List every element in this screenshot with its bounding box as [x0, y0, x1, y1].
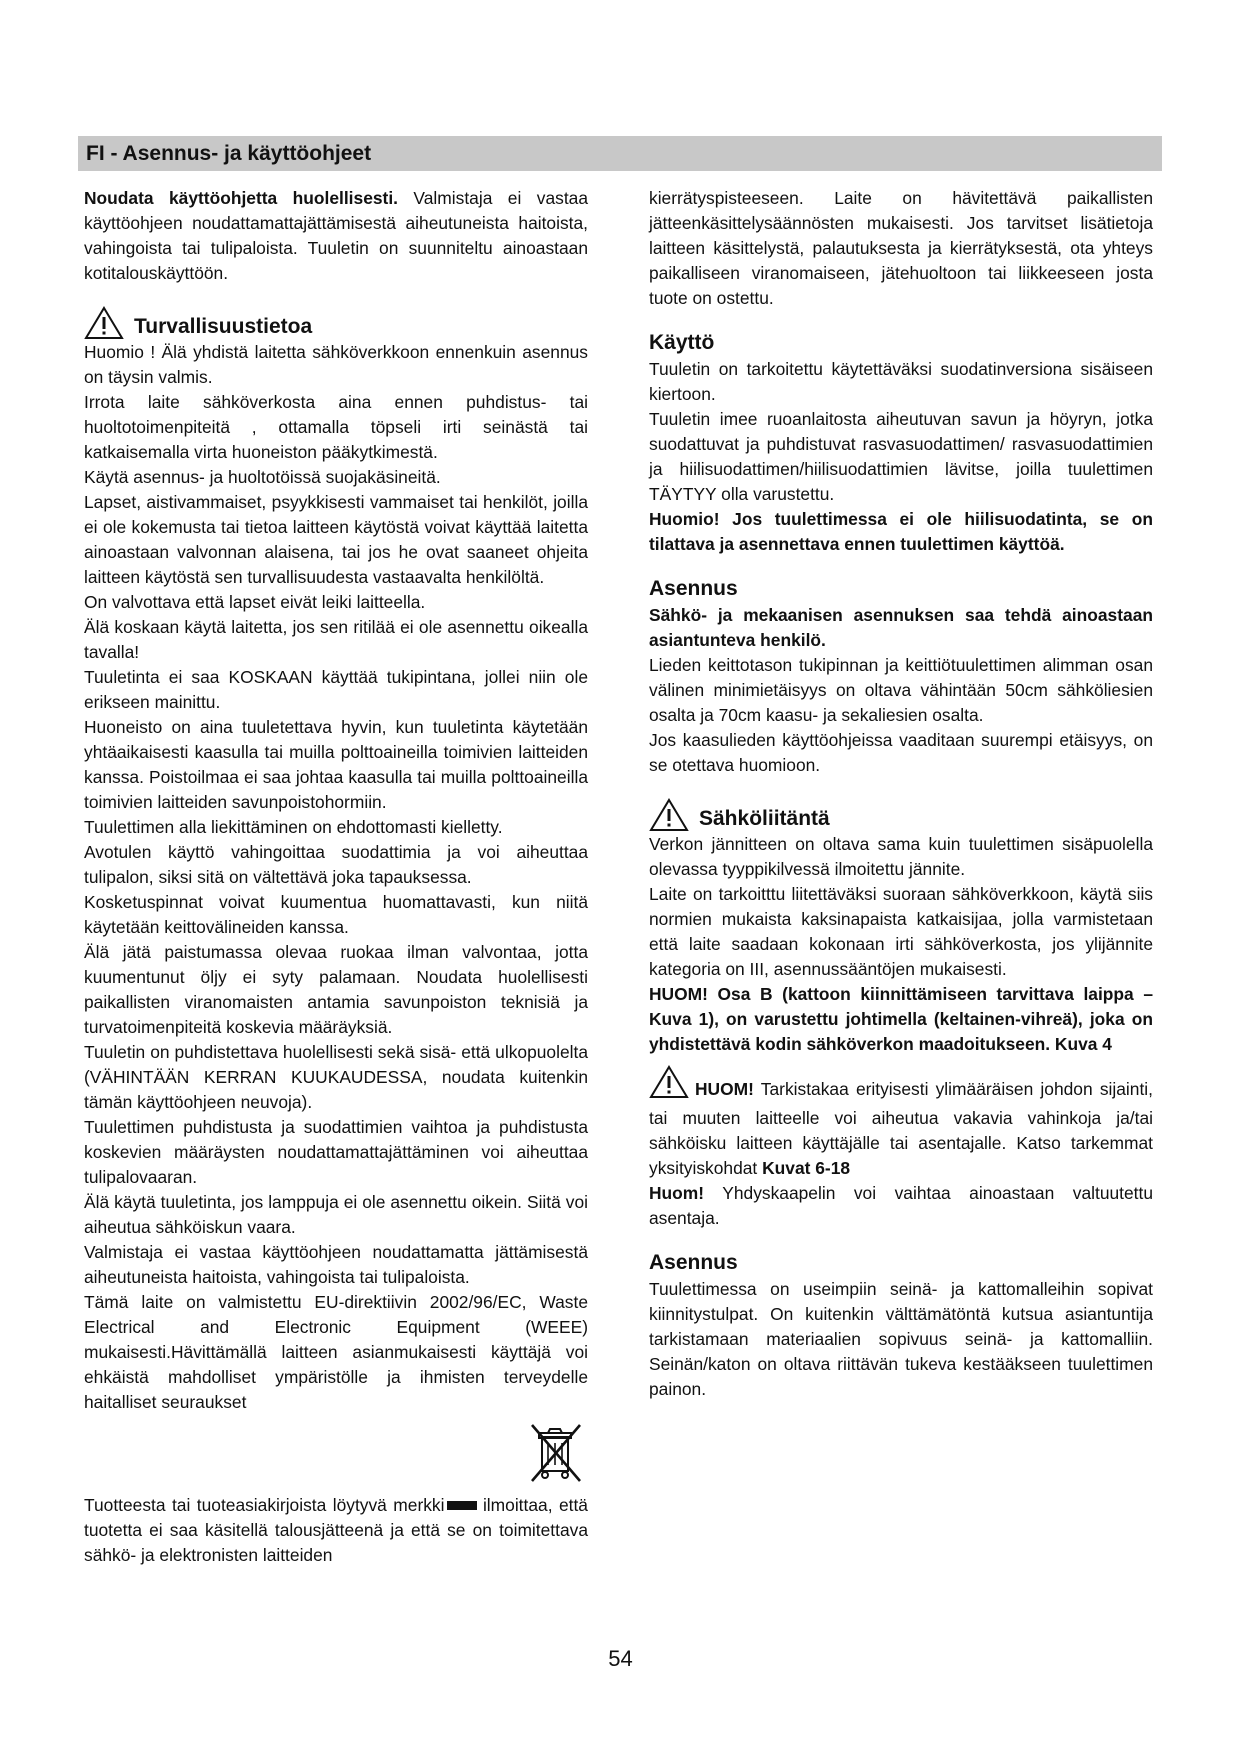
safety-paragraph: Huomio ! Älä yhdistä laitetta sähköverkkoon ennenkuin asennus on täysin valmis.: [84, 342, 588, 387]
safety-paragraph: Älä käytä tuuletinta, jos lamppuja ei ole asennettu oikein. Siitä voi aiheutua sähköiskun vaara.: [84, 1192, 588, 1237]
warning-text: Tarkistakaa erityisesti ylimääräisen johdon sijainti, tai muuten laitteelle voi aiheutua vakavia vahinkoja ja/tai sähköisku laitteen käyttäjälle tai asentajalle. Katso tarkemmat yksityiskohdat: [649, 1079, 1153, 1178]
install-paragraph: Jos kaasulieden käyttöohjeissa vaaditaan suurempi etäisyys, on se otettava huomioon.: [649, 730, 1153, 775]
safety-paragraph: Tuuletinta ei saa KOSKAAN käyttää tukipintana, jollei niin ole erikseen mainittu.: [84, 667, 588, 712]
page-header-title: FI - Asennus- ja käyttöohjeet: [86, 142, 372, 165]
warning-triangle-icon: [649, 798, 689, 832]
intro-text: Valmistaja ei vastaa käyttöohjeen noudattamattajättämisestä aiheutuneista haitoista, vahingoista tai tulipaloista. Tuuletin on suunniteltu ainoastaan kotitalouskäyttöön.: [84, 188, 588, 283]
electric-bold-note: HUOM! Osa B (kattoon kiinnittämiseen tarvittava laippa – Kuva 1), on varustettu johtimella (keltainen-vihreä), joka on yhdistettävä kodin sähköverkon maadoitukseen. Kuva 4: [649, 984, 1153, 1054]
weee-black-bar-icon: [447, 1501, 477, 1510]
left-column: [84, 186, 588, 1568]
weee-text: Tuotteesta tai tuoteasiakirjoista löytyvä merkki: [84, 1495, 445, 1515]
safety-paragraph: Älä jätä paistumassa olevaa ruokaa ilman valvontaa, jotta kuumentunut öljy ei syty palamaan. Noudata huolellisesti paikallisten viranomaisten antamia savunpoiston teknisiä ja turvatoimenpiteitä koskevia määräyksiä.: [84, 942, 588, 1037]
safety-heading: Turvallisuustietoa: [134, 315, 313, 338]
safety-paragraph: Lapset, aistivammaiset, psyykkisesti vammaiset tai henkilöt, joilla ei ole kokemusta tai tietoa laitteen käytöstä voivat käyttää laitetta ainoastaan valvonnan alaisena, tai jos he ovat saaneet ohjeita laitteen käytöstä sen turvallisuudesta vastaavalta henkilöltä.: [84, 492, 588, 587]
usage-heading: Käyttö: [649, 331, 715, 354]
install2-heading: Asennus: [649, 1251, 738, 1274]
electric-paragraph: Laite on tarkoitttu liitettäväksi suoraan sähköverkkoon, käytä siis normien mukaista kaksinapaista katkaisijaa, jolla varmistetaan että laite saadaan kokonaan irti sähköverkosta, jos ylijännite kategoria on III, asennussääntöjen mukaisesti.: [649, 884, 1153, 979]
note-label: Huom!: [649, 1183, 705, 1203]
safety-paragraph: Tämä laite on valmistettu EU-direktiivin 2002/96/EC, Waste Electrical and Electronic Equipment (WEEE) mukaisesti.Hävittämällä laitteen asianmukaisesti käyttäjä voi ehkäistä mahdolliset ympäristölle ja ihmisten terveydelle haitalliset seuraukset: [84, 1292, 588, 1412]
safety-paragraph: On valvottava että lapset eivät leiki laitteella.: [84, 592, 426, 612]
weee-text-cont: ilmoittaa, että tuotetta ei saa käsitellä talousjätteenä ja että se on toimitettava sähkö- ja elektronisten laitteiden: [84, 1495, 588, 1565]
safety-paragraph: Avotulen käyttö vahingoittaa suodattimia ja voi aiheuttaa tulipalon, siksi sitä on vältettävä joka tapauksessa.: [84, 842, 588, 887]
warning-label: HUOM!: [695, 1079, 754, 1099]
electric-heading-row: [649, 798, 1153, 832]
warning-paragraph: [649, 1065, 1153, 1181]
crossed-out-wheelie-bin-icon: [528, 1423, 584, 1492]
safety-paragraph: Kosketuspinnat voivat kuumentua huomattavasti, kun niitä käytetään keittovälineiden kanssa.: [84, 892, 588, 937]
install2-paragraph: Tuulettimessa on useimpiin seinä- ja kattomalleihin sopivat kiinnitystulpat. On kuitenkin välttämätöntä kutsua asiantuntija tarkistamaan materiaalien sopivuus seinä- ja kattomalliin. Seinän/katon on oltava riittävän tukeva kestääkseen tuulettimen painon.: [649, 1279, 1153, 1399]
intro-bold: Noudata käyttöohjetta huolellisesti.: [84, 188, 398, 208]
warning-triangle-icon: [649, 1065, 689, 1106]
electric-heading: Sähköliitäntä: [699, 807, 830, 830]
note-text: Yhdyskaapelin voi vaihtaa ainoastaan valtuutettu asentaja.: [649, 1183, 1153, 1228]
page-number: 54: [608, 1646, 633, 1671]
electric-paragraph: Verkon jännitteen on oltava sama kuin tuulettimen sisäpuolella olevassa tyyppikilvessä ilmoitettu jännite.: [649, 834, 1153, 879]
safety-paragraph: Valmistaja ei vastaa käyttöohjeen noudattamatta jättämisestä aiheutuneista haitoista, vahingoista tai tulipaloista.: [84, 1242, 588, 1287]
safety-heading-row: [84, 306, 588, 340]
right-column: [649, 186, 1153, 1402]
safety-paragraph: Älä koskaan käytä laitetta, jos sen ritilää ei ole asennettu oikealla tavalla!: [84, 617, 588, 662]
safety-paragraph: Käytä asennus- ja huoltotöissä suojakäsineitä.: [84, 467, 441, 487]
note-paragraph: [649, 1181, 1153, 1231]
safety-paragraph: Tuulettimen alla liekittäminen on ehdottomasti kielletty.: [84, 817, 503, 837]
usage-paragraph: Tuuletin imee ruoanlaitosta aiheutuvan savun ja höyryn, jotka suodattuvat ja puhdistuvat rasvasuodattimen/ rasvasuodattimien ja hiilisuodattimen/hiilisuodattimien lävitse, joilla tuulettimen TÄYTYY olla varustettu.: [649, 409, 1153, 504]
safety-paragraph: Tuuletin on puhdistettava huolellisesti sekä sisä- että ulkopuolelta (VÄHINTÄÄN KERRAN KUUKAUDESSA, noudata kuitenkin tämän käyttöohjeen neuvoja).: [84, 1042, 588, 1112]
safety-paragraph: Irrota laite sähköverkosta aina ennen puhdistus- tai huoltotoimenpiteitä , ottamalla töpseli irti seinästä tai katkaisemalla virta huoneiston pääkytkimestä.: [84, 392, 588, 462]
install-paragraph: Lieden keittotason tukipinnan ja keittiötuulettimen alimman osan välinen minimietäisyys on oltava vähintään 50cm sähköliesien osalta ja 70cm kaasu- ja sekaliesien osalta.: [649, 655, 1153, 725]
install-bold-note: Sähkö- ja mekaanisen asennuksen saa tehdä ainoastaan asiantunteva henkilö.: [649, 605, 1153, 650]
weee-symbol-row: [84, 1423, 588, 1493]
header-bar: [78, 136, 1162, 171]
intro-paragraph: [84, 186, 588, 286]
install-heading: Asennus: [649, 577, 738, 600]
usage-paragraph: Tuuletin on tarkoitettu käytettäväksi suodatinversiona sisäiseen kiertoon.: [649, 359, 1153, 404]
warning-figure-ref: Kuvat 6-18: [762, 1158, 851, 1178]
warning-triangle-icon: [84, 306, 124, 340]
weee-paragraph: [84, 1493, 588, 1568]
safety-paragraph: Tuulettimen puhdistusta ja suodattimien vaihtoa ja puhdistusta koskevien määräysten noudattamattajättäminen voi aiheuttaa tulipalovaaran.: [84, 1117, 588, 1187]
weee-end-paragraph: kierrätyspisteeseen. Laite on hävitettävä paikallisten jätteenkäsittelysäännösten mukaisesti. Jos tarvitset lisätietoja laitteen käsittelystä, palautuksesta ja kierrätyksestä, ota yhteys paikalliseen viranomaiseen, jätehuoltoon tai liikkeeseen josta tuote on ostettu.: [649, 188, 1153, 308]
safety-paragraph: Huoneisto on aina tuuletettava hyvin, kun tuuletinta käytetään yhtäaikaisesti kaasulla tai muilla polttoaineilla toimivien laitteiden kanssa. Poistoilmaa ei saa johtaa kaasulla tai muilla polttoaineilla toimivien laitteiden savunpoistohormiin.: [84, 717, 588, 812]
usage-note: Huomio! Jos tuulettimessa ei ole hiilisuodatinta, se on tilattava ja asennettava ennen tuulettimen käyttöä.: [649, 509, 1153, 554]
